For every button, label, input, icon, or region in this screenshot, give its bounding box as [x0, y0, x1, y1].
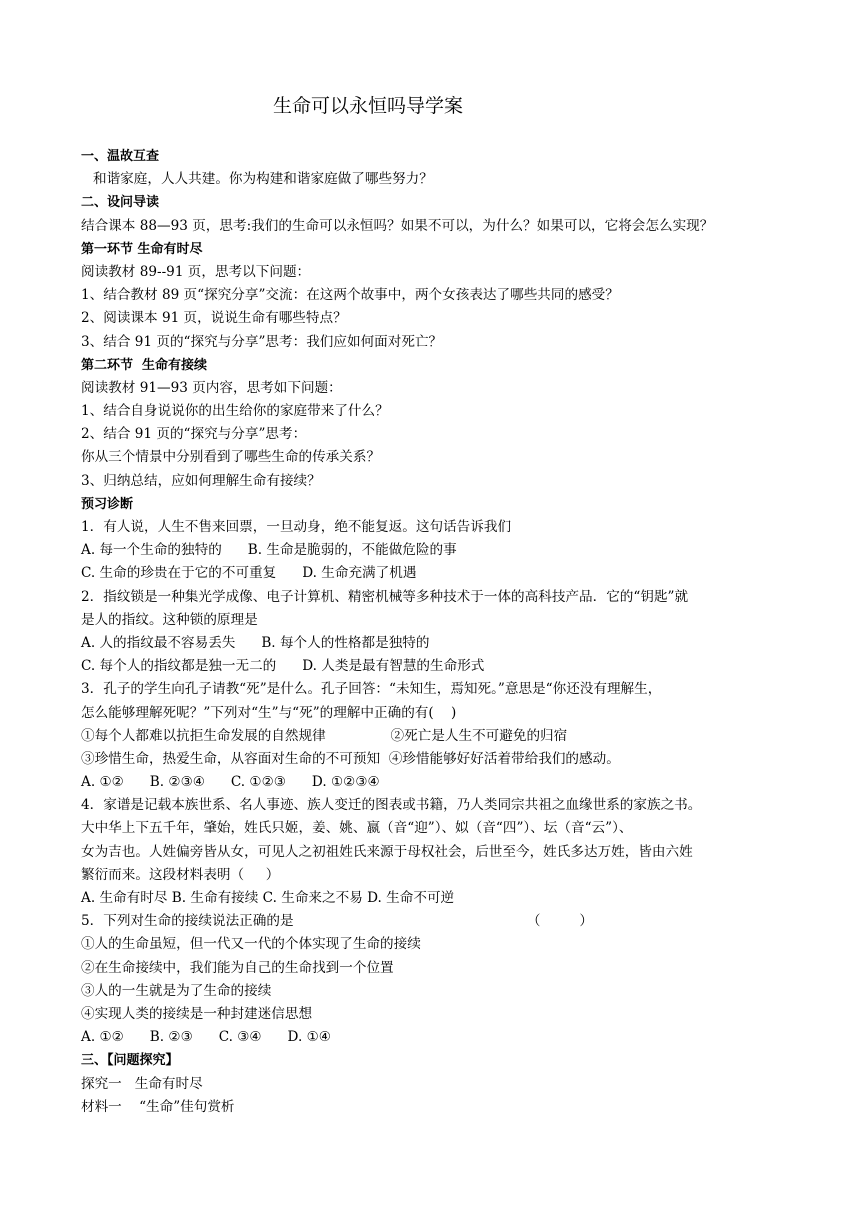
text-line: ③珍惜生命，热爱生命，从容面对生命的不可预知 ④珍惜能够好好活着带给我们的感动。 — [81, 750, 620, 767]
section-heading: 二、设问导读 — [81, 195, 160, 211]
text-line: ①每个人都难以抗拒生命发展的自然规律 ②死亡是人生不可避免的归宿 — [81, 727, 568, 744]
text-line: 探究一 生命有时尽 — [81, 1075, 203, 1092]
text-line: 3、结合 91 页的“探究与分享”思考：我们应如何面对死亡？ — [81, 333, 443, 350]
text-line: 4．家谱是记载本族世系、名人事迹、族人变迁的图表或书籍，乃人类同宗共祖之血缘世系的家族之书。 — [81, 797, 702, 814]
document-body — [81, 145, 786, 1119]
text-line: 怎么能够理解死呢？”下列对“生”与“死”的理解中正确的有( ) — [81, 704, 457, 721]
text-line: 3．孔子的学生向孔子请教“死”是什么。孔子回答：“未知生，焉知死。”意思是“你还没有理解生， — [81, 681, 662, 698]
text-line: ④实现人类的接续是一种封建迷信思想 — [81, 1005, 313, 1022]
text-line: 大中华上下五千年，肇始，姓氏只姬，姜、姚、嬴（音“迎”）、姒（音“四”）、坛（音“云”）、 — [81, 820, 633, 837]
section-heading: 预习诊断 — [81, 496, 134, 512]
text-line: A. 每一个生命的独特的 B. 生命是脆弱的，不能做危险的事 — [81, 542, 457, 559]
text-line: 女为吉也。人姓偏旁皆从女，可见人之初祖姓氏来源于母权社会，后世至今，姓氏多达万姓，皆由六姓 — [81, 843, 693, 860]
text-line: 阅读教材 89--91 页，思考以下问题： — [81, 263, 311, 280]
text-line: 3、归纳总结，应如何理解生命有接续？ — [81, 472, 321, 489]
text-line: A. 生命有时尽 B. 生命有接续 C. 生命来之不易 D. 生命不可逆 — [81, 890, 455, 906]
text-line: C. 每个人的指纹都是独一无二的 D. 人类是最有智慧的生命形式 — [81, 658, 485, 675]
text-line: 结合课本 88—93 页，思考:我们的生命可以永恒吗？如果不可以，为什么？如果可以，它将会怎么实现？ — [81, 217, 714, 234]
text-line: A. 人的指纹最不容易丢失 B. 每个人的性格都是独特的 — [81, 634, 430, 651]
section-heading: 第二环节 生命有接续 — [81, 357, 208, 373]
text-line: 2、阅读课本 91 页，说说生命有哪些特点？ — [81, 310, 347, 327]
section-heading: 三、【问题探究】 — [81, 1053, 179, 1069]
text-line: A. ①② B. ②③ C. ③④ D. ①④ — [81, 1029, 331, 1046]
text-line: 5．下列对生命的接续说法正确的是 （ ） — [81, 913, 593, 930]
text-line: 2．指纹锁是一种集光学成像、电子计算机、精密机械等多种技术于一体的高科技产品．它的“钥匙”就 — [81, 588, 689, 605]
text-line: 1、结合自身说说你的出生给你的家庭带来了什么？ — [81, 403, 389, 420]
text-line: ①人的生命虽短，但一代又一代的个体实现了生命的接续 — [81, 936, 421, 953]
text-line: 1．有人说，人生不售来回票，一旦动身，绝不能复返。这句话告诉我们 — [81, 519, 512, 535]
section-heading: 第一环节 生命有时尽 — [81, 241, 203, 257]
text-line: 2、结合 91 页的“探究与分享”思考： — [81, 426, 307, 443]
text-line: A. ①② B. ②③④ C. ①②③ D. ①②③④ — [81, 774, 380, 791]
text-line: 繁衍而来。这段材料表明（ ） — [81, 866, 280, 883]
text-line: 1、结合教材 89 页“探究分享”交流：在这两个故事中，两个女孩表达了哪些共同的感受？ — [81, 287, 619, 304]
text-line: 阅读教材 91—93 页内容，思考如下问题： — [81, 379, 342, 396]
page-title: 生命可以永恒吗导学案 — [272, 95, 463, 117]
section-heading: 一、温故互查 — [81, 149, 160, 164]
text-line: 你从三个情景中分别看到了哪些生命的传承关系？ — [81, 449, 381, 466]
text-line: 和谐家庭，人人共建。你为构建和谐家庭做了哪些努力？ — [93, 171, 433, 188]
text-line: 是人的指纹。这种锁的原理是 — [81, 611, 258, 628]
text-line: ③人的一生就是为了生命的接续 — [81, 982, 272, 999]
text-line: 材料一 “生命”佳句赏析 — [81, 1098, 235, 1115]
text-line: ②在生命接续中，我们能为自己的生命找到一个位置 — [81, 959, 394, 976]
text-line: C. 生命的珍贵在于它的不可重复 D. 生命充满了机遇 — [81, 565, 417, 582]
